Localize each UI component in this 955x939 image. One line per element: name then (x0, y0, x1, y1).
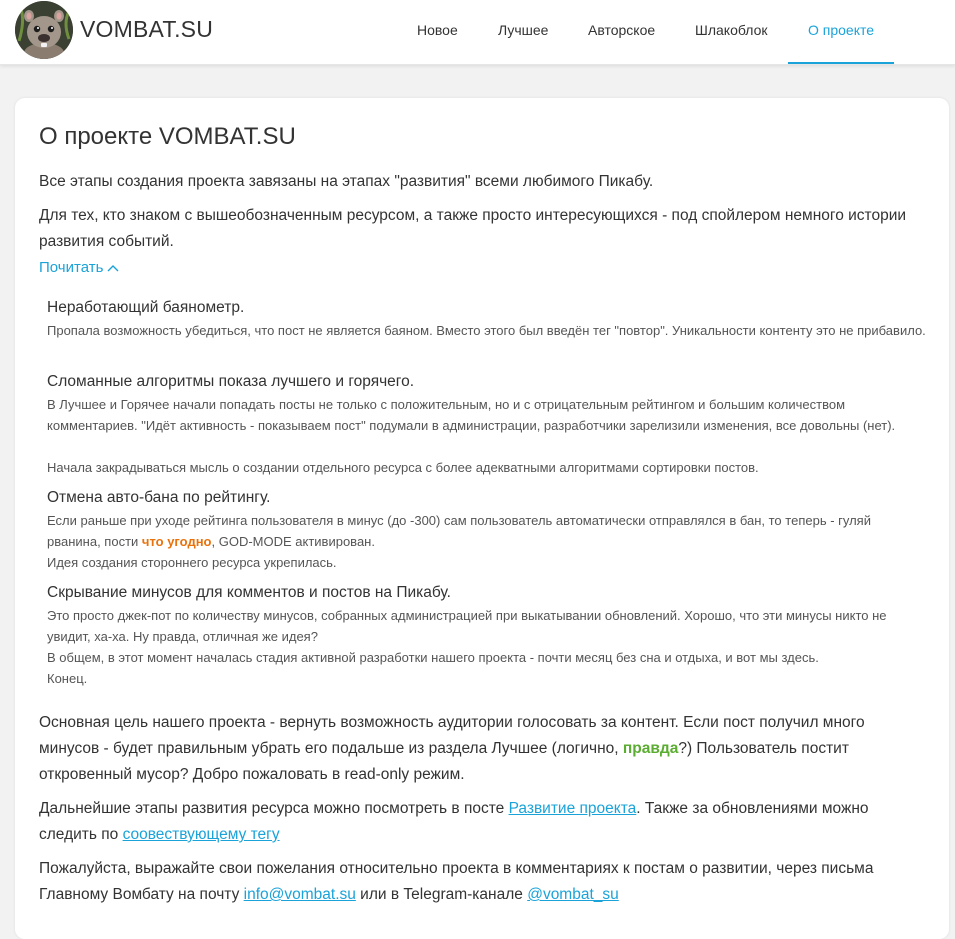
goal-paragraph (39, 710, 919, 788)
nav-authored[interactable]: Авторское (588, 22, 656, 38)
wombat-logo-icon[interactable] (15, 1, 73, 59)
nav-best[interactable]: Лучшее (498, 22, 549, 38)
spoiler-text-part: , GOD-MODE активирован. (211, 534, 375, 549)
telegram-link[interactable]: @vombat_su (527, 886, 619, 903)
spoiler-item-text: Это просто джек-пот по количеству минусов, собранных администрацией при выкатывании обновлений. Хорошо, что эти минусы никто не увидит, ха-ха. Ну правда, отличная же идея? (47, 608, 887, 644)
further-text-part: Дальнейшие этапы развития ресурса можно посмотреть в посте (39, 800, 509, 817)
spoiler-item-heading: Неработающий баянометр. (47, 299, 245, 316)
chevron-up-icon (107, 256, 119, 280)
nav-new[interactable]: Новое (417, 22, 458, 38)
spoiler-item-text: Пропала возможность убедиться, что пост не является баяном. Вместо этого был введён тег "повтор". Уникальности контенту это не прибавило. (47, 323, 926, 338)
spoiler-toggle[interactable] (39, 256, 119, 280)
highlight-true: правда (622, 740, 679, 757)
spoiler-item-text: Начала закрадываться мысль о создании отдельного ресурса с более адекватными алгоритмами сортировки постов. (47, 460, 759, 475)
nav-slag[interactable]: Шлакоблок (695, 22, 768, 38)
spoiler-item-text: В общем, в этот момент началась стадия активной разработки нашего проекта - почти месяц без сна и отдыха, и вот мы здесь. (47, 650, 819, 665)
page-title: О проекте VOMBAT.SU (39, 123, 296, 150)
spoiler-item-heading: Отмена авто-бана по рейтингу. (47, 489, 271, 506)
goal-text-part: ?) Пользователь постит откровенный мусор? Добро пожаловать в read-only режим. (39, 740, 849, 783)
spoiler-item-text: Идея создания стороннего ресурса укрепилась. (47, 555, 337, 570)
spoiler-item-heading: Скрывание минусов для комментов и постов на Пикабу. (47, 584, 451, 601)
contact-paragraph (39, 856, 919, 908)
further-text-part: . Также за обновлениями можно следить по (39, 800, 869, 843)
further-paragraph (39, 796, 919, 848)
tag-link[interactable]: соовествующему тегу (122, 826, 280, 843)
spoiler-item-text: В Лучшее и Горячее начали попадать посты не только с положительным, но и с отрицательным рейтингом и большим количеством комментариев. "Идёт активность - показываем пост" подумали в администрации, разработчики зарелизили изменения, все довольны (нет). (47, 397, 896, 433)
highlight-anything: что угодно (141, 534, 212, 549)
spoiler-text-part: Если раньше при уходе рейтинга пользователя в минус (до -300) сам пользователь автоматически отправлялся в бан, то теперь - гуляй рванина, пости (47, 513, 871, 549)
project-development-link[interactable]: Развитие проекта (508, 800, 637, 817)
spoiler-item-heading: Сломанные алгоритмы показа лучшего и горячего. (47, 373, 415, 390)
goal-text-part: Основная цель нашего проекта - вернуть возможность аудитории голосовать за контент. Если пост получил много минусов - будет правильным убрать его подальше из раздела Лучшее (логично, (39, 714, 865, 757)
intro-paragraph-2: Для тех, кто знаком с вышеобозначенным ресурсом, а также просто интересующихся - под спойлером немного истории развития событий. (39, 207, 907, 250)
top-header (0, 0, 955, 65)
contact-text-part: Пожалуйста, выражайте свои пожелания относительно проекта в комментариях к постам о развитии, через письма Главному Вомбату на почту (39, 860, 874, 903)
email-link[interactable]: info@vombat.su (243, 886, 356, 903)
contact-text-part: или в Telegram-канале (355, 886, 528, 903)
spoiler-item-text (47, 510, 927, 552)
spoiler-toggle-label: Почитать (39, 259, 104, 276)
intro-paragraph-1: Все этапы создания проекта завязаны на этапах "развития" всеми любимого Пикабу. (39, 173, 654, 190)
active-tab-indicator (788, 62, 894, 64)
nav-about[interactable]: О проекте (808, 22, 875, 38)
spoiler-item-text: Конец. (47, 671, 88, 686)
brand-name[interactable]: VOMBAT.SU (80, 16, 214, 42)
